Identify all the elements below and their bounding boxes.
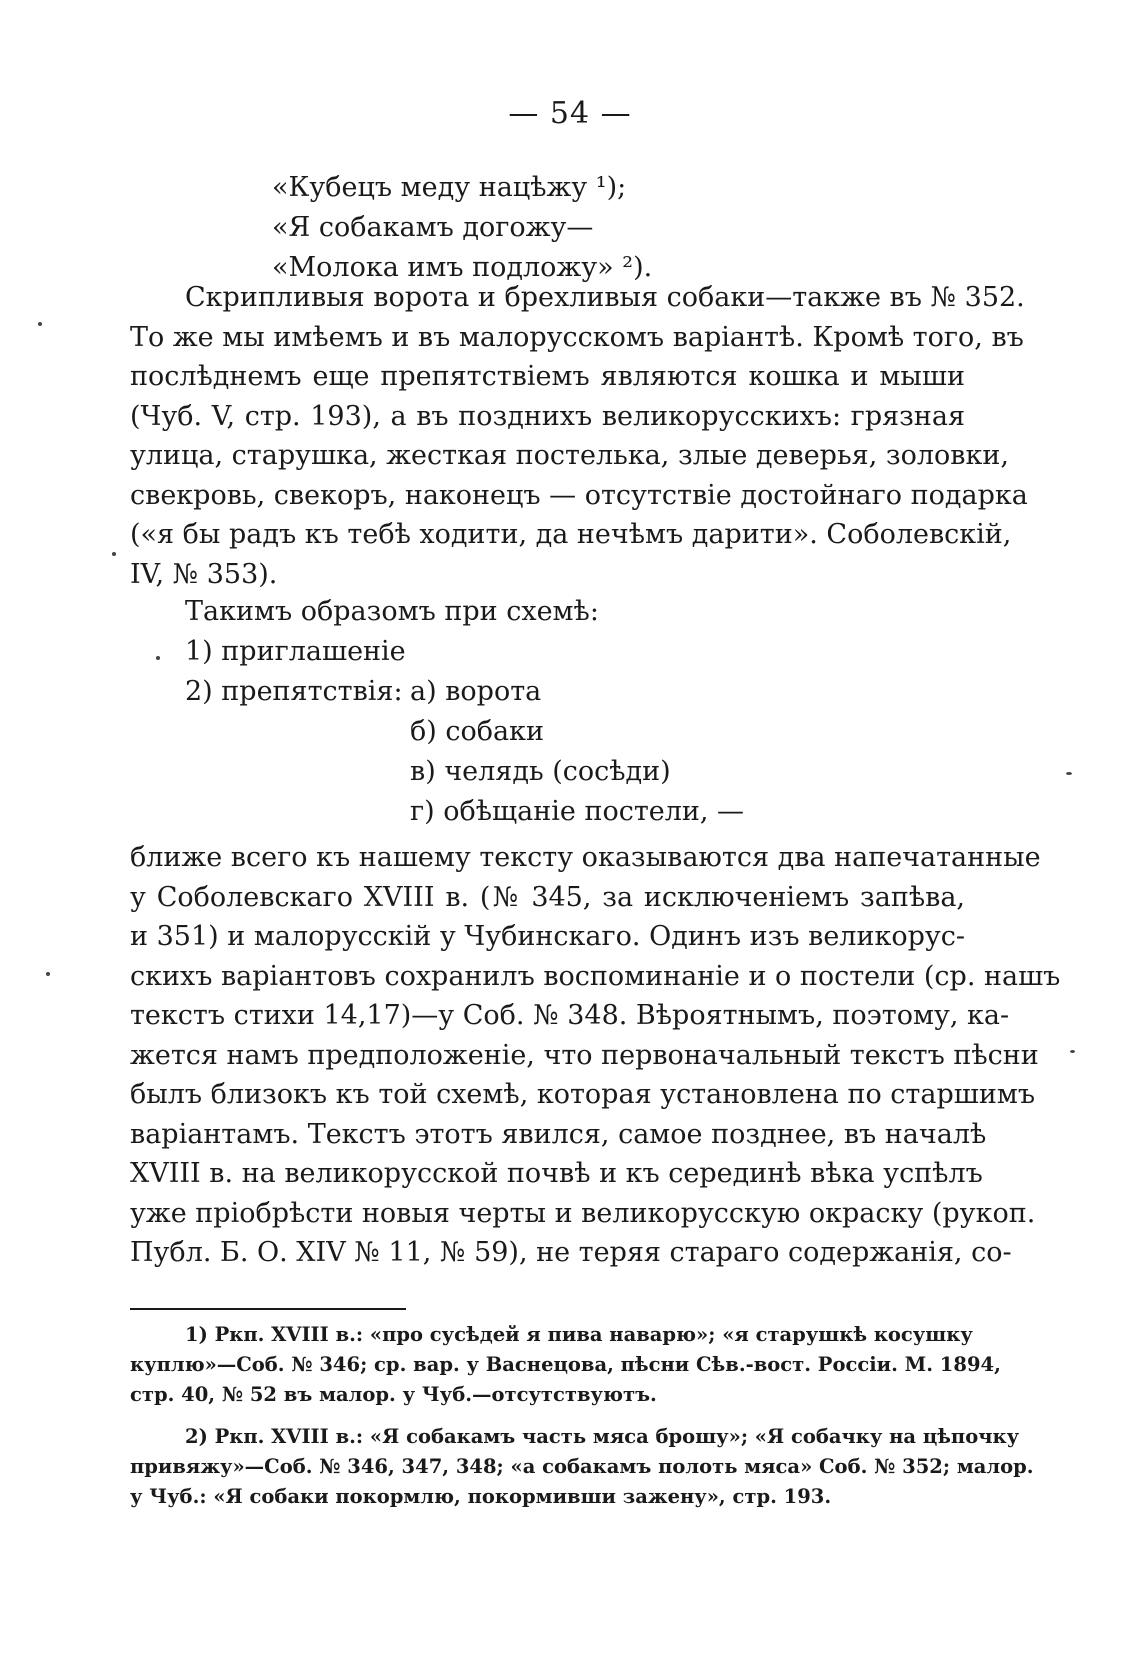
scheme-item-invitation: 1) приглашеніе [185,636,406,667]
text-line: послѣднемъ еще препятствіемъ являются кошка и мыши [130,361,965,392]
page-number: — 54 — [508,96,632,131]
scheme-row [185,752,671,792]
text-line: варіантамъ. Текстъ этотъ явился, самое позднее, въ началѣ [130,1118,987,1150]
verse-line: «Молока имъ подложу» ²). [272,252,653,283]
text-line: текстъ стихи 14,17)—у Соб. № 348. Вѣроятнымъ, поэтому, ка- [130,1000,1010,1031]
paragraph-2 [130,838,1061,1273]
footnote-line: привяжу»—Соб. № 346, 347, 348; «а собакамъ полоть мяса» Соб. № 352; малор. [130,1455,1034,1478]
text-line: жется намъ предположеніе, что первоначальный текстъ пѣсни [130,1039,1039,1071]
scheme-intro: Такимъ образомъ при схемѣ: [185,596,599,627]
scheme-block [185,592,745,832]
text-line: XVIII в. на великорусской почвѣ и къ серединѣ вѣка успѣлъ [130,1158,983,1189]
scheme-item-label: 2) препятствія: [185,676,403,707]
scheme-subitem: г) обѣщаніе постели, — [410,796,745,827]
scheme-subitem: в) челядь (сосѣди) [410,756,671,787]
text-line: свекровь, свекоръ, наконецъ — отсутствіе достойнаго подарка [130,479,1028,511]
verse-block [272,168,652,288]
text-line: у Соболевскаго XVIII в. (№ 345, за исключеніемъ запѣва, [130,881,965,913]
footnote-line: 1) Ркп. XVIII в.: «про сусѣдей я пива наварю»; «я старушкѣ косушку [185,1323,973,1346]
paper-speck [1070,1050,1075,1053]
scheme-item-obstacles [185,672,599,712]
scheme-row [185,792,745,832]
text-line: Публ. Б. О. XIV № 11, № 59), не теряя стараго содержанія, со- [130,1237,1012,1268]
footnote-line: у Чуб.: «Я собаки покормлю, покормивши зажену», стр. 193. [130,1485,832,1508]
paragraph-1 [130,278,1028,594]
verse-line: «Я собакамъ догожу— [272,212,594,243]
text-line: и 351) и малорусскій у Чубинскаго. Одинъ изъ великорус- [130,921,965,952]
paper-speck [38,322,42,326]
paper-speck [1066,772,1072,775]
text-line: уже пріобрѣсти новыя черты и великорусскую окраску (рукоп. [130,1197,1036,1229]
paper-speck [112,552,116,556]
footnote-divider [130,1308,406,1310]
text-line: скихъ варіантовъ сохранилъ воспоминаніе и о постели (ср. нашъ [130,960,1061,992]
text-line: То же мы имѣемъ и въ малорусскомъ варіантѣ. Кромѣ того, въ [130,321,1024,353]
text-line: IV, № 353). [130,558,278,590]
footnote-line: стр. 40, № 52 въ малор. у Чуб.—отсутствуютъ. [130,1383,657,1406]
scheme-subitem: а) ворота [410,676,542,707]
text-line: Скрипливыя ворота и брехливыя собаки—также въ № 352. [185,282,1025,313]
text-line: улица, старушка, жесткая постелька, злые деверья, золовки, [130,440,1009,471]
text-line: былъ близокъ къ той схемѣ, которая установлена по старшимъ [130,1079,1036,1110]
footnote-line: куплю»—Соб. № 346; ср. вар. у Васнецова, пѣсни Сѣв.-вост. Россіи. М. 1894, [130,1353,1001,1376]
verse-line: «Кубецъ меду нацѣжу ¹); [272,172,627,203]
paper-speck [156,656,160,660]
paper-speck [46,972,50,976]
text-line: ближе всего къ нашему тексту оказываются два напечатанные [130,842,1041,873]
text-line: («я бы радъ къ тебѣ ходити, да нечѣмъ дарити». Соболевскій, [130,519,1012,550]
footnote-line: 2) Ркп. XVIII в.: «Я собакамъ часть мяса брошу»; «Я собачку на цѣпочку [185,1425,1020,1448]
scheme-row [185,712,599,752]
footnotes [130,1320,1034,1512]
scheme-subitem: б) собаки [410,716,544,747]
text-line: (Чуб. V, стр. 193), а въ позднихъ великорусскихъ: грязная [130,400,965,432]
